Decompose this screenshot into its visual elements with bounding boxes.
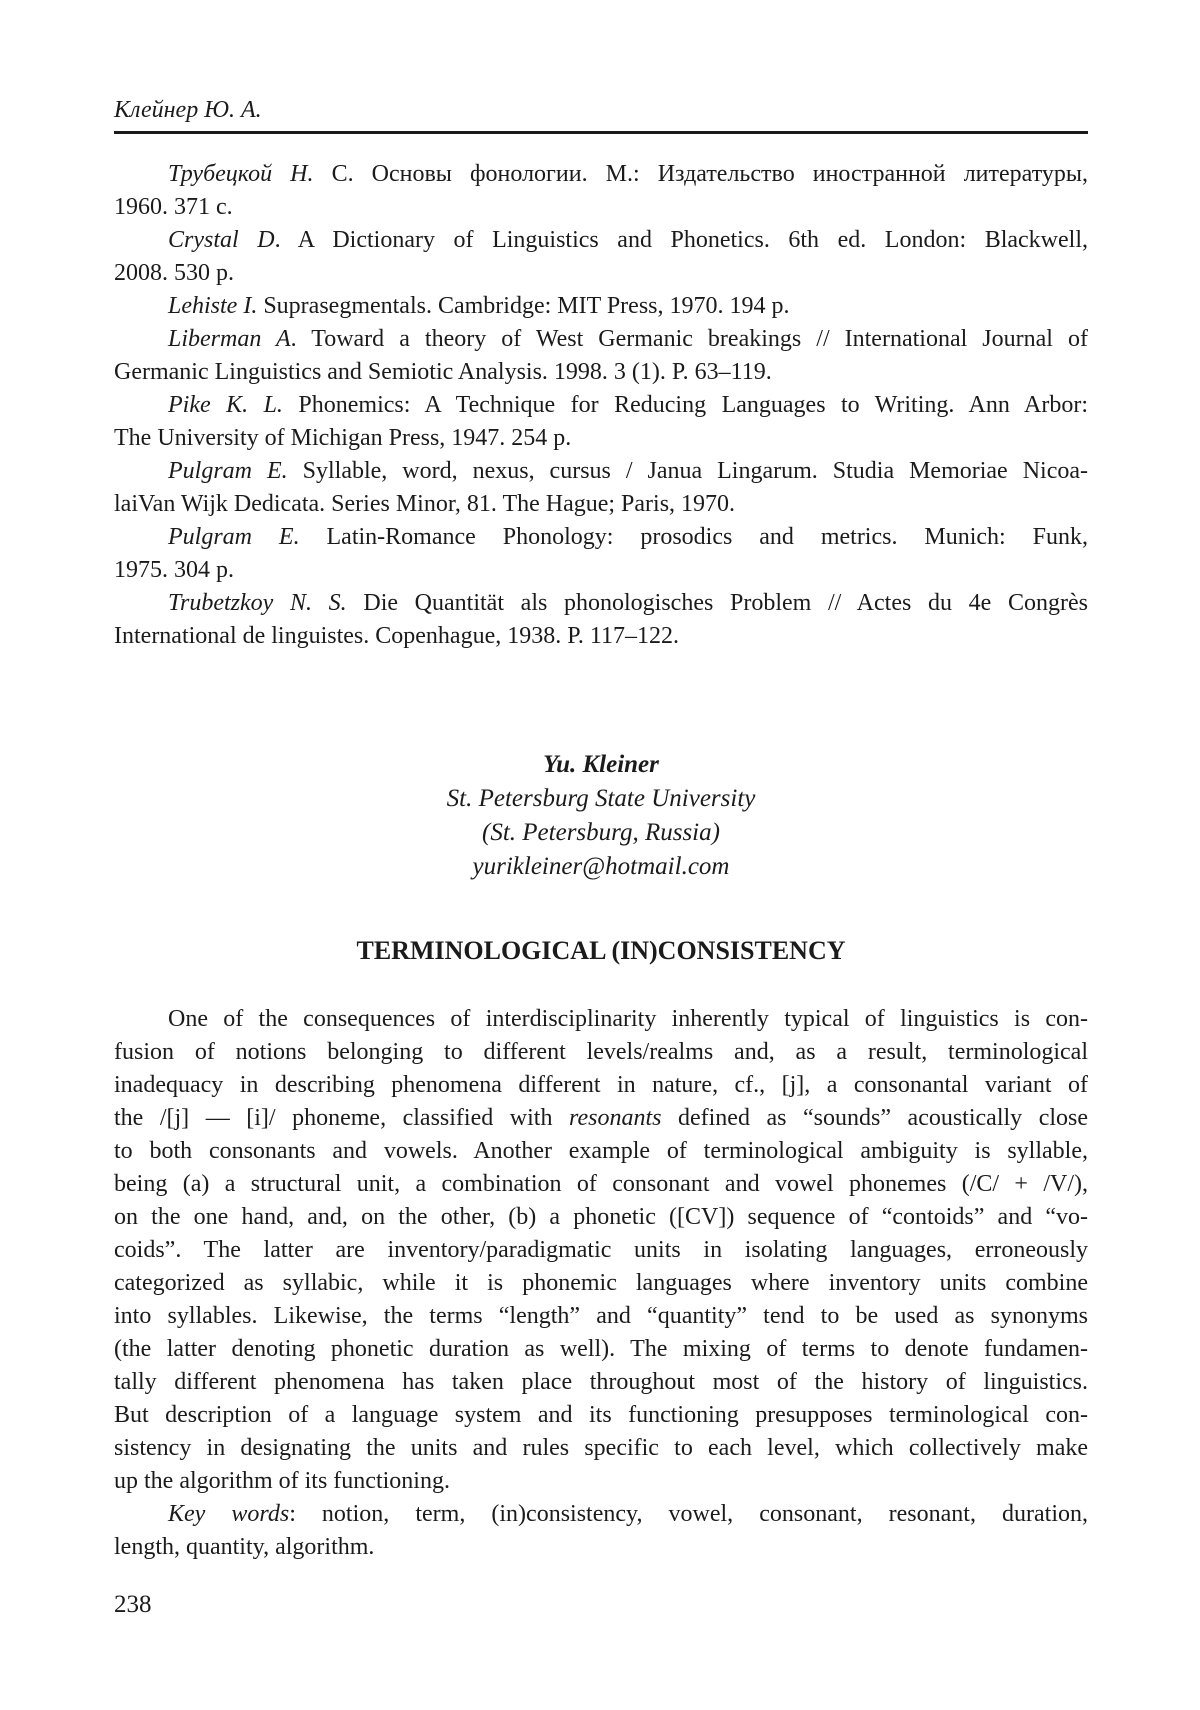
text-segment: Syllable, word, nexus, cursus / Janua Lingarum. Studia Memoriae Nicoa- xyxy=(287,458,1088,484)
text-line xyxy=(114,1366,1088,1399)
text-line xyxy=(114,620,1088,653)
text-segment: : notion, term, (in)consistency, vowel, consonant, resonant, duration, xyxy=(289,1501,1088,1527)
author-block xyxy=(114,748,1088,884)
reference-entry xyxy=(114,323,1088,389)
italic-text-segment: Pulgram E. xyxy=(168,458,288,484)
text-line xyxy=(114,1399,1088,1432)
text-line xyxy=(114,257,1088,290)
text-line xyxy=(114,1531,1088,1564)
text-segment: . A Dictionary of Linguistics and Phonetics. 6th ed. London: Blackwell, xyxy=(274,227,1088,253)
text-segment: coids”. The latter are inventory/paradigmatic units in isolating languages, erroneously xyxy=(114,1237,1088,1263)
text-line xyxy=(114,158,1088,191)
text-line xyxy=(114,1135,1088,1168)
italic-text-segment: Pulgram E. xyxy=(168,524,300,550)
text-segment: Phonemics: A Technique for Reducing Languages to Writing. Ann Arbor: xyxy=(282,392,1088,418)
author-location: (St. Petersburg, Russia) xyxy=(482,819,720,846)
text-line xyxy=(114,389,1088,422)
reference-entry xyxy=(114,224,1088,290)
reference-entry xyxy=(114,587,1088,653)
text-line xyxy=(114,1003,1088,1036)
abstract-section xyxy=(114,1003,1088,1564)
text-segment: inadequacy in describing phenomena different in nature, cf., [j], a consonantal variant of xyxy=(114,1072,1088,1098)
reference-entry xyxy=(114,455,1088,521)
text-segment: The University of Michigan Press, 1947. 254 p. xyxy=(114,425,572,451)
text-line xyxy=(114,554,1088,587)
text-line xyxy=(114,191,1088,224)
text-segment: Suprasegmentals. Cambridge: MIT Press, 1970. 194 p. xyxy=(257,293,790,319)
author-affiliation: St. Petersburg State University xyxy=(446,785,756,812)
text-line xyxy=(114,1333,1088,1366)
text-line xyxy=(114,1234,1088,1267)
text-line xyxy=(114,290,1088,323)
text-segment: fusion of notions belonging to different levels/realms and, as a result, terminological xyxy=(114,1039,1088,1065)
text-segment: the /[j] — [i]/ phoneme, classified with xyxy=(114,1105,569,1131)
text-line xyxy=(114,1465,1088,1498)
reference-entry xyxy=(114,290,1088,323)
text-line xyxy=(114,1201,1088,1234)
text-line xyxy=(114,1300,1088,1333)
text-segment: sistency in designating the units and rules specific to each level, which collectively make xyxy=(114,1435,1088,1461)
reference-entry xyxy=(114,389,1088,455)
text-segment: to both consonants and vowels. Another example of terminological ambiguity is syllable, xyxy=(114,1138,1088,1164)
text-line xyxy=(114,224,1088,257)
text-line xyxy=(114,1168,1088,1201)
reference-entry xyxy=(114,521,1088,587)
text-segment: defined as “sounds” acoustically close xyxy=(661,1105,1089,1131)
references-section xyxy=(114,158,1088,653)
reference-entry xyxy=(114,158,1088,224)
text-segment: International de linguistes. Copenhague, 1938. P. 117–122. xyxy=(114,623,680,649)
text-segment: Latin-Romance Phonology: prosodics and metrics. Munich: Funk, xyxy=(299,524,1088,550)
header-rule xyxy=(114,131,1088,134)
text-segment: Die Quantität als phonologisches Problem // Actes du 4e Congrès xyxy=(346,590,1088,616)
text-line xyxy=(114,1069,1088,1102)
text-line xyxy=(114,587,1088,620)
text-segment: 1975. 304 p. xyxy=(114,557,234,583)
text-segment: (the latter denoting phonetic duration as well). The mixing of terms to denote fundamen- xyxy=(114,1336,1088,1362)
italic-text-segment: Crystal D xyxy=(168,227,275,253)
text-segment: . Toward a theory of West Germanic breakings // International Journal of xyxy=(290,326,1088,352)
text-segment: tally different phenomena has taken place throughout most of the history of linguistics. xyxy=(114,1369,1088,1395)
italic-text-segment: Trubetzkoy N. S. xyxy=(168,590,347,616)
text-line xyxy=(114,1036,1088,1069)
text-segment: on the one hand, and, on the other, (b) a phonetic ([CV]) sequence of “contoids” and “vo- xyxy=(114,1204,1088,1230)
italic-text-segment: Трубецкой Н. xyxy=(168,161,314,187)
text-line xyxy=(114,488,1088,521)
abstract-paragraph xyxy=(114,1003,1088,1498)
abstract-paragraph xyxy=(114,1498,1088,1564)
text-segment: 2008. 530 p. xyxy=(114,260,234,286)
text-line xyxy=(114,1267,1088,1300)
text-line xyxy=(114,455,1088,488)
text-line xyxy=(114,1102,1088,1135)
italic-text-segment: resonants xyxy=(569,1105,662,1131)
author-name: Yu. Kleiner xyxy=(543,751,659,778)
text-line xyxy=(114,422,1088,455)
text-segment: being (a) a structural unit, a combination of consonant and vowel phonemes (/C/ + /V/), xyxy=(114,1171,1088,1197)
running-header: Клейнер Ю. А. xyxy=(114,97,262,123)
text-segment: One of the consequences of interdisciplinarity inherently typical of linguistics is con- xyxy=(168,1006,1088,1032)
text-line xyxy=(114,1432,1088,1465)
text-line xyxy=(114,356,1088,389)
text-segment: But description of a language system and its functioning presupposes terminological con- xyxy=(114,1402,1088,1428)
text-segment: 1960. 371 с. xyxy=(114,194,233,220)
text-line xyxy=(114,323,1088,356)
text-segment: laiVan Wijk Dedicata. Series Minor, 81. The Hague; Paris, 1970. xyxy=(114,491,736,517)
italic-text-segment: Lehiste I. xyxy=(168,293,258,319)
text-segment: Germanic Linguistics and Semiotic Analysis. 1998. 3 (1). P. 63–119. xyxy=(114,359,772,385)
author-email: yurikleiner@hotmail.com xyxy=(472,853,730,880)
text-line xyxy=(114,521,1088,554)
text-segment: up the algorithm of its functioning. xyxy=(114,1468,450,1494)
italic-text-segment: Liberman A xyxy=(168,326,291,352)
text-segment: С. Основы фонологии. М.: Издательство иностранной литературы, xyxy=(313,161,1088,187)
page-number: 238 xyxy=(114,1591,152,1618)
text-segment: length, quantity, algorithm. xyxy=(114,1534,375,1560)
text-segment: categorized as syllabic, while it is phonemic languages where inventory units combine xyxy=(114,1270,1088,1296)
text-line xyxy=(114,1498,1088,1531)
italic-text-segment: Pike K. L. xyxy=(168,392,283,418)
italic-text-segment: Key words xyxy=(168,1501,290,1527)
text-segment: into syllables. Likewise, the terms “length” and “quantity” tend to be used as synonyms xyxy=(114,1303,1088,1329)
paper-title: TERMINOLOGICAL (IN)CONSISTENCY xyxy=(356,936,846,965)
